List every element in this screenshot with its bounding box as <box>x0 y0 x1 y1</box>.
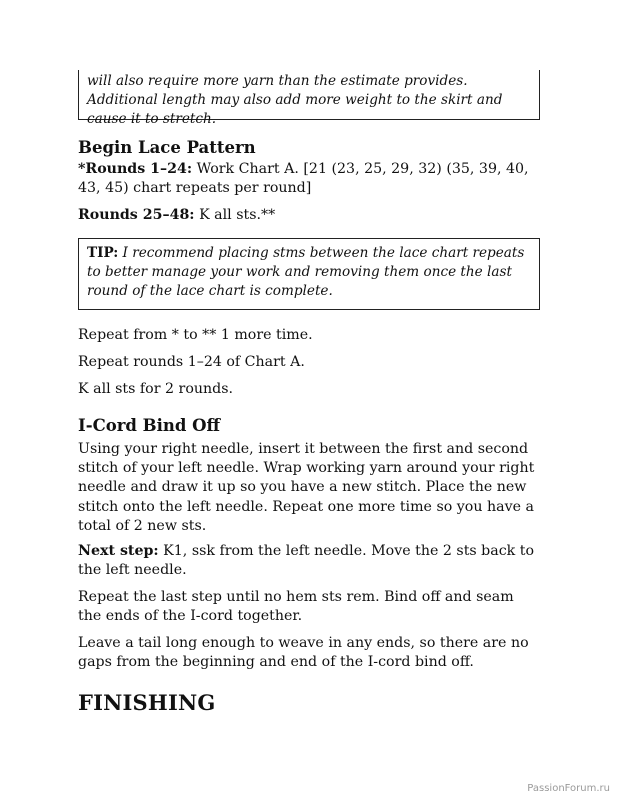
icord-paragraph-3: Repeat the last step until no hem sts rem. Bind off and seam the ends of the I-cord together. <box>78 589 514 625</box>
rounds-25-48 <box>78 206 540 225</box>
rounds-1-24 <box>78 160 540 198</box>
next-step <box>78 542 540 580</box>
k-all-sts: K all sts for 2 rounds. <box>78 381 234 397</box>
next-step-label: Next step: <box>78 543 159 559</box>
icord-heading: I-Cord Bind Off <box>78 416 221 435</box>
tip-box <box>78 238 540 310</box>
tip-text: I recommend placing stms between the lace chart repeats to better manage your work and removing them once the last round of the lace chart is complete. <box>87 245 525 299</box>
rounds-1-24-label: *Rounds 1–24: <box>78 161 193 177</box>
icord-paragraph-1: Using your right needle, insert it between the first and second stitch of your left needle. Wrap working yarn around your right needle and draw it up so you have a new stitch. Place the new stitch onto the left needle. Repeat one more time so you have a total of 2 new sts. <box>78 441 535 534</box>
watermark: PassionForum.ru <box>527 783 610 794</box>
next-step-text: K1, ssk from the left needle. Move the 2 sts back to the left needle. <box>78 543 535 579</box>
icord-paragraph-4: Leave a tail long enough to weave in any ends, so there are no gaps from the beginning and end of the I-cord bind off. <box>78 635 529 671</box>
repeat-rounds: Repeat rounds 1–24 of Chart A. <box>78 354 305 370</box>
repeat-from: Repeat from * to ** 1 more time. <box>78 327 313 343</box>
rounds-25-48-label: Rounds 25–48: <box>78 207 195 223</box>
lace-heading: Begin Lace Pattern <box>78 138 256 157</box>
rounds-25-48-text: K all sts.** <box>194 207 276 223</box>
finishing-heading: FINISHING <box>78 690 216 715</box>
rounds-1-24-text: Work Chart A. [21 (23, 25, 29, 32) (35, 39, 40, 43, 45) chart repeats per round] <box>78 161 529 197</box>
note-box-top <box>78 70 540 127</box>
tip-label: TIP: <box>87 245 119 261</box>
note-text: will also require more yarn than the estimate provides. Additional length may also add more weight to the skirt and cause it to stretch. <box>87 73 503 127</box>
